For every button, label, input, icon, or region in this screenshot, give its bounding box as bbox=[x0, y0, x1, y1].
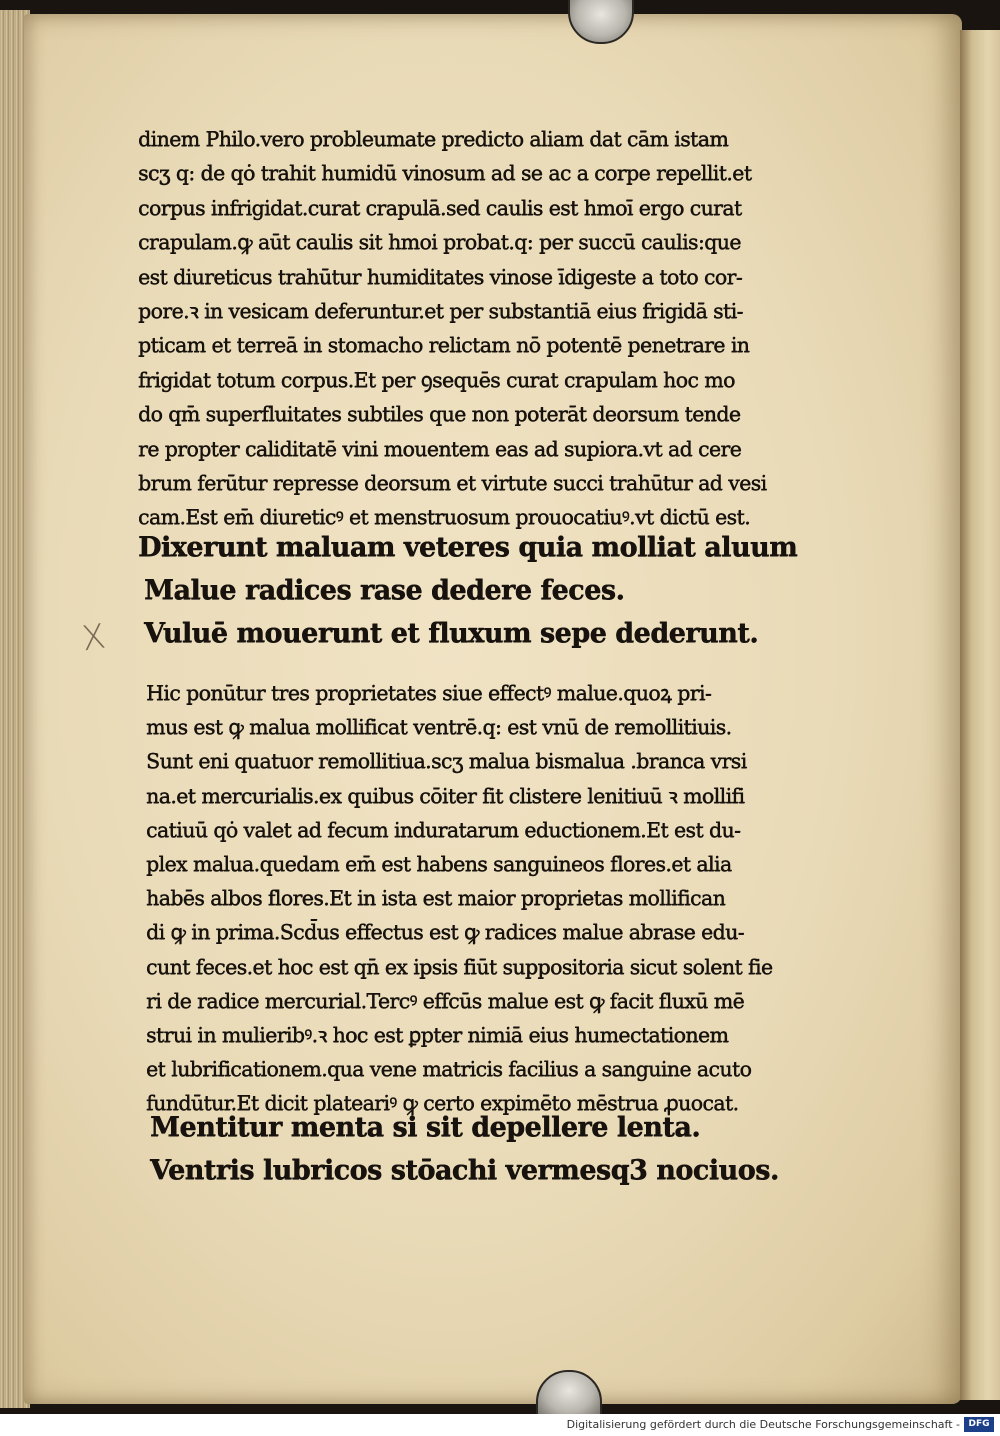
text-line: pticam et terreā in stomacho relictam nō potentē penetrare in bbox=[138, 333, 750, 358]
text-line: mus est ꝙ malua mollificat ventrē.q: est vnū de remollitiuis. bbox=[146, 715, 732, 740]
digitization-footer bbox=[0, 1414, 1000, 1436]
text-line: ri de radice mercurial.Tercꝰ effcūs malue est ꝙ facit fluxū mē bbox=[146, 988, 745, 1013]
text-line: plex malua.quedam em̄ est habens sanguineos flores.et alia bbox=[146, 852, 732, 877]
text-line: est diureticus trahūtur humiditates vinose īdigeste a toto cor- bbox=[138, 264, 743, 289]
text-line: Hic ponūtur tres proprietates siue effectꝰ malue.quoꝝ pri- bbox=[146, 681, 712, 705]
verse-line: Dixerunt maluam veteres quia molliat aluum bbox=[138, 532, 798, 563]
margin-mark: X bbox=[79, 616, 108, 660]
funding-credit: Digitalisierung gefördert durch die Deutsche Forschungsgemeinschaft - bbox=[566, 1418, 960, 1431]
facing-page-edge bbox=[960, 30, 1000, 1400]
verse-line: Vuluē mouerunt et fluxum sepe dederunt. bbox=[144, 618, 759, 649]
text-line: scʒ q: de qȯ trahit humidū vinosum ad se ac a corpe repellit.et bbox=[138, 161, 752, 186]
dfg-logo: DFG bbox=[964, 1417, 994, 1432]
text-line: dinem Philo.vero probleumate predicto aliam dat cām istam bbox=[138, 127, 729, 151]
verse-line: Malue radices rase dedere feces. bbox=[144, 575, 625, 606]
verse-line: Mentitur menta si sit depellere lenta. bbox=[150, 1112, 701, 1143]
paragraph-1 bbox=[138, 122, 828, 535]
text-line: pore.ꝛ in vesicam deferuntur.et per substantiā eius frigidā sti- bbox=[138, 299, 743, 324]
text-line: corpus infrigidat.curat crapulā.sed caulis est hmoī ergo curat bbox=[138, 195, 742, 220]
text-line: do qm̄ superfluitates subtiles que non poterāt deorsum tende bbox=[138, 402, 741, 427]
text-line: Sunt eni quatuor remollitiua.scʒ malua bismalua .branca vrsi bbox=[146, 749, 747, 774]
text-line: fundūtur.Et dicit plateariꝰ ꝙ certo expimēto mēstrua ꝓuocat. bbox=[146, 1091, 739, 1116]
text-line: cunt feces.et hoc est qn̄ ex ipsis fiūt suppositoria sicut solent fie bbox=[146, 954, 773, 979]
text-line: habēs albos flores.Et in ista est maior proprietas mollifican bbox=[146, 886, 726, 911]
text-line: di ꝙ in prima.Scd̄us effectus est ꝙ radices malue abrase edu- bbox=[146, 920, 744, 945]
text-line: frigidat totum corpus.Et per ꝯsequēs curat crapulam hoc mo bbox=[138, 367, 735, 392]
paragraph-2 bbox=[146, 676, 836, 1121]
text-line: brum ferūtur represse deorsum et virtute succi trahūtur ad vesi bbox=[138, 471, 767, 496]
text-line: crapulam.ꝙ aūt caulis sit hmoi probat.q: per succū caulis:que bbox=[138, 230, 741, 255]
verse-line: Ventris lubricos stōachi vermesq3 nociuos. bbox=[150, 1155, 779, 1186]
verse-2 bbox=[150, 1106, 840, 1192]
text-line: cam.Est em̄ diureticꝰ et menstruosum prouocatiuꝰ.vt dictū est. bbox=[138, 505, 750, 530]
text-line: catiuū qȯ valet ad fecum induratarum eductionem.Et est du- bbox=[146, 817, 741, 842]
text-line: strui in mulieribꝰ.ꝛ hoc est ꝑpter nimiā eius humectationem bbox=[146, 1023, 729, 1048]
text-line: re propter caliditatē vini mouentem eas ad supiora.vt ad cere bbox=[138, 436, 742, 461]
text-line: na.et mercurialis.ex quibus cōiter fit clistere lenitiuū ꝛ mollifi bbox=[146, 783, 745, 808]
text-line: et lubrificationem.qua vene matricis facilius a sanguine acuto bbox=[146, 1057, 752, 1082]
verse-1 bbox=[138, 526, 828, 655]
